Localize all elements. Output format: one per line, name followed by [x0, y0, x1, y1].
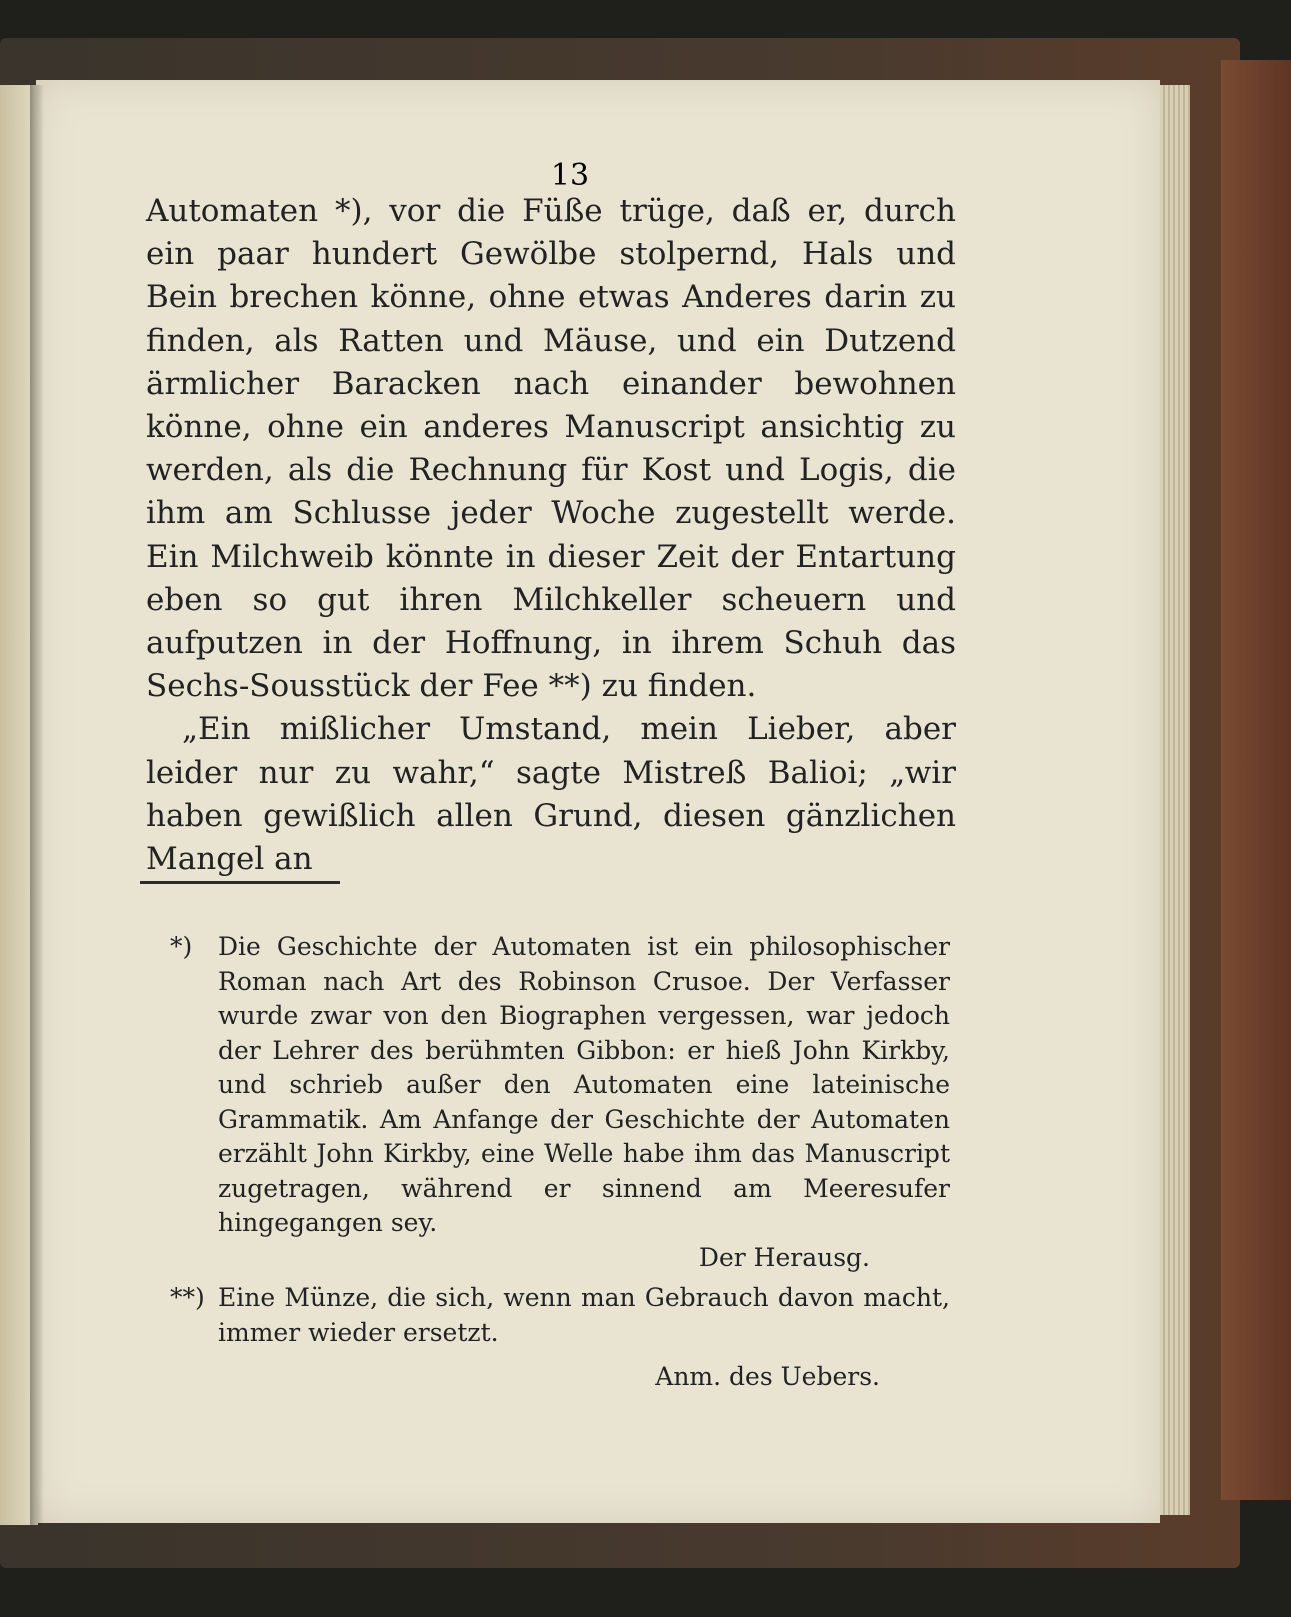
- footnote-text: Eine Münze, die sich, wenn man Gebrauch davon macht, immer wieder ersetzt.: [218, 1283, 950, 1347]
- cover-edge: [1221, 60, 1291, 1500]
- footnote-mark: **): [170, 1283, 205, 1312]
- paragraph: „Ein mißlicher Umstand, mein Lieber, aber leider nur zu wahr,“ sagte Mistreß Balioi; „wir haben gewißlich allen Grund, diesen gänzlichen Mangel an: [146, 711, 956, 878]
- footnote: [170, 1281, 950, 1350]
- footnote: [170, 930, 950, 1241]
- spine-shadow: [30, 85, 44, 1525]
- footnote-signature: Anm. des Uebers.: [655, 1362, 880, 1391]
- footnote-rule: [140, 881, 340, 884]
- footnote-mark: *): [170, 932, 193, 961]
- footnote-signature: Der Herausg.: [698, 1242, 870, 1272]
- page-edges: [1160, 85, 1190, 1515]
- page-number: 13: [550, 158, 590, 193]
- footnotes: [170, 930, 950, 1395]
- main-text: [146, 190, 956, 881]
- footnote-text: Die Geschichte der Automaten ist ein philosophischer Roman nach Art des Robinson Crusoe. Der Verfasser wurde zwar von den Biographen vergessen, war jedoch der Lehrer des berühmten Gibbon: er hieß John Kirkby, und schrieb außer den Automaten eine lateinische Grammatik. Am Anfange der Geschichte der Automaten erzählt John Kirkby, eine Welle habe ihm das Manuscript zugetragen, während er sinnend am Meeresufer hingegangen sey.: [218, 932, 950, 1237]
- paragraph: Automaten *), vor die Füße trüge, daß er, durch ein paar hundert Gewölbe stolpernd, Hals und Bein brechen könne, ohne etwas Anderes darin zu finden, als Ratten und Mäuse, und ein Dutzend ärmlicher Baracken nach einander bewohnen könne, ohne ein anderes Manuscript ansichtig zu werden, als die Rechnung für Kost und Logis, die ihm am Schlusse jeder Woche zugestellt werde. Ein Milchweib könnte in dieser Zeit der Entartung eben so gut ihren Milchkeller scheuern und aufputzen in der Hoffnung, in ihrem Schuh das Sechs-Sousstück der Fee **) zu finden.: [146, 193, 956, 705]
